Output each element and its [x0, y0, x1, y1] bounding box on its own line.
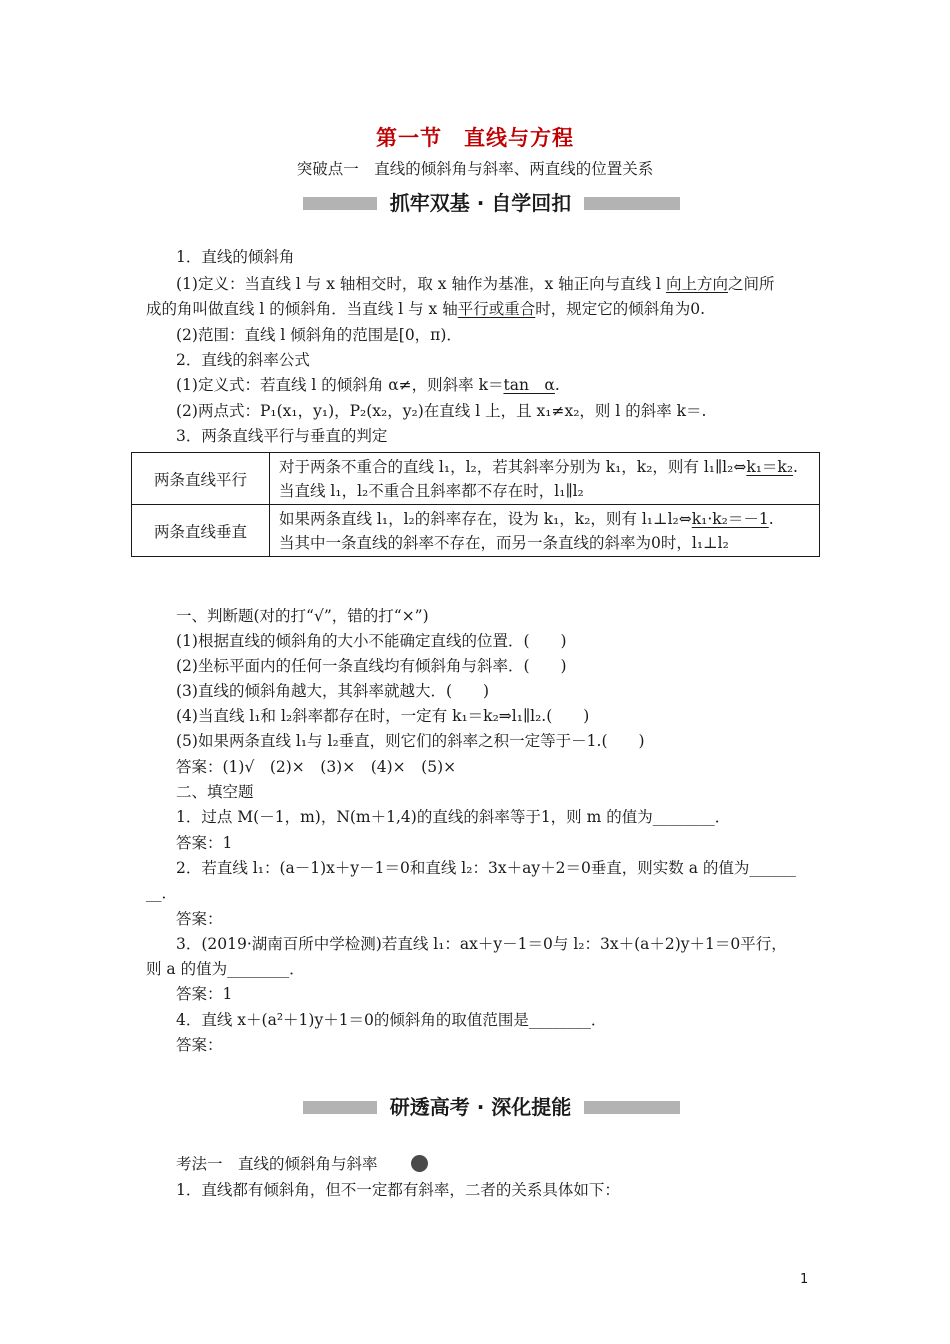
text-line: (1)定义式：若直线 l 的倾斜角 α≠，则斜率 k＝tan α. — [176, 376, 560, 394]
page-subtitle: 突破点一 直线的倾斜角与斜率、两直线的位置关系 — [296, 160, 654, 178]
section-banner-basics — [303, 188, 680, 218]
text-line: (1)定义：当直线 l 与 x 轴相交时，取 x 轴作为基准，x 轴正向与直线 l 向上方向之间所 — [176, 275, 775, 293]
banner-bar-left — [303, 1101, 377, 1114]
banner-bar-right — [584, 197, 680, 210]
answer-line: 答案：(1)√ (2)× (3)× (4)× (5)× — [176, 758, 457, 776]
banner-text: 抓牢双基 · 自学回扣 — [389, 191, 572, 215]
banner-bar-left — [303, 197, 377, 210]
question-line: (4)当直线 l₁和 l₂斜率都存在时，一定有 k₁＝k₂⇒l₁∥l₂.( ) — [176, 707, 590, 725]
answer-line: 答案：1 — [176, 985, 233, 1003]
text-line: 1．直线的倾斜角 — [176, 248, 295, 266]
question-line: 4．直线 x＋(a²＋1)y＋1＝0的倾斜角的取值范围是________． — [176, 1011, 607, 1029]
answer-line: 答案： — [176, 1036, 223, 1054]
text-line: 1．直线都有倾斜角，但不一定都有斜率，二者的关系具体如下： — [176, 1181, 620, 1199]
question-line: 3．(2019·湖南百所中学检测)若直线 l₁：ax＋y－1＝0与 l₂：3x＋(a＋2)y＋1＝0平行， — [176, 935, 787, 953]
banner-bar-right — [584, 1101, 680, 1114]
parallel-perpendicular-table — [131, 452, 820, 557]
table-row-head: 两条直线平行 — [132, 453, 270, 505]
text-line: 2．直线的斜率公式 — [176, 351, 310, 369]
table-row — [132, 453, 820, 505]
section-banner-advanced — [303, 1092, 680, 1122]
underlined-answer: 平行或重合 — [457, 300, 536, 318]
underlined-answer: 向上方向 — [665, 275, 728, 293]
method-heading: 考法一 直线的倾斜角与斜率 — [176, 1155, 378, 1173]
text-line: 3．两条直线平行与垂直的判定 — [176, 427, 388, 445]
table-row-head: 两条直线垂直 — [132, 505, 270, 557]
text-line: (2)范围：直线 l 倾斜角的范围是[0，π)． — [176, 326, 462, 344]
question-line: 二、填空题 — [176, 783, 254, 801]
answer-line: 答案： — [176, 910, 223, 928]
table-cell: 如果两条直线 l₁，l₂的斜率存在，设为 k₁，k₂，则有 l₁⊥l₂⇔k₁·k₂＝－1. 当其中一条直线的斜率不存在，而另一条直线的斜率为0时，l₁⊥l₂ — [270, 505, 820, 557]
question-line: (5)如果两条直线 l₁与 l₂垂直，则它们的斜率之积一定等于－1.( ) — [176, 732, 645, 750]
text-line: 成的角叫做直线 l 的倾斜角．当直线 l 与 x 轴平行或重合时，规定它的倾斜角为0. — [146, 300, 706, 318]
table-row — [132, 505, 820, 557]
question-line: 2．若直线 l₁：(a－1)x＋y－1＝0和直线 l₂：3x＋ay＋2＝0垂直，则实数 a 的值为______ — [176, 859, 796, 877]
question-line: 一、判断题(对的打“√”，错的打“×”) — [176, 607, 429, 625]
question-line: (3)直线的倾斜角越大，其斜率就越大．( ) — [176, 682, 490, 700]
page-title: 第一节 直线与方程 — [376, 126, 574, 150]
underlined-answer: tan α — [503, 376, 555, 394]
banner-text: 研透高考 · 深化提能 — [389, 1095, 572, 1119]
page-number: 1 — [800, 1272, 809, 1287]
question-line: 1．过点 M(－1，m)，N(m＋1,4)的直线的斜率等于1，则 m 的值为________． — [176, 808, 731, 826]
question-line: __． — [146, 884, 178, 902]
table-cell: 对于两条不重合的直线 l₁，l₂，若其斜率分别为 k₁，k₂，则有 l₁∥l₂⇔k₁＝k₂. 当直线 l₁，l₂不重合且斜率都不存在时，l₁∥l₂ — [270, 453, 820, 505]
bullet-dot-icon — [411, 1155, 428, 1172]
underlined-answer: k₁·k₂＝－1 — [691, 509, 769, 528]
question-line: (2)坐标平面内的任何一条直线均有倾斜角与斜率．( ) — [176, 657, 567, 675]
answer-line: 答案：1 — [176, 834, 233, 852]
question-line: (1)根据直线的倾斜角的大小不能确定直线的位置．( ) — [176, 632, 567, 650]
text-line: (2)两点式：P₁(x₁，y₁)，P₂(x₂，y₂)在直线 l 上，且 x₁≠x₂，则 l 的斜率 k＝. — [176, 402, 707, 420]
underlined-answer: k₁＝k₂ — [746, 457, 794, 476]
question-line: 则 a 的值为________． — [146, 960, 305, 978]
